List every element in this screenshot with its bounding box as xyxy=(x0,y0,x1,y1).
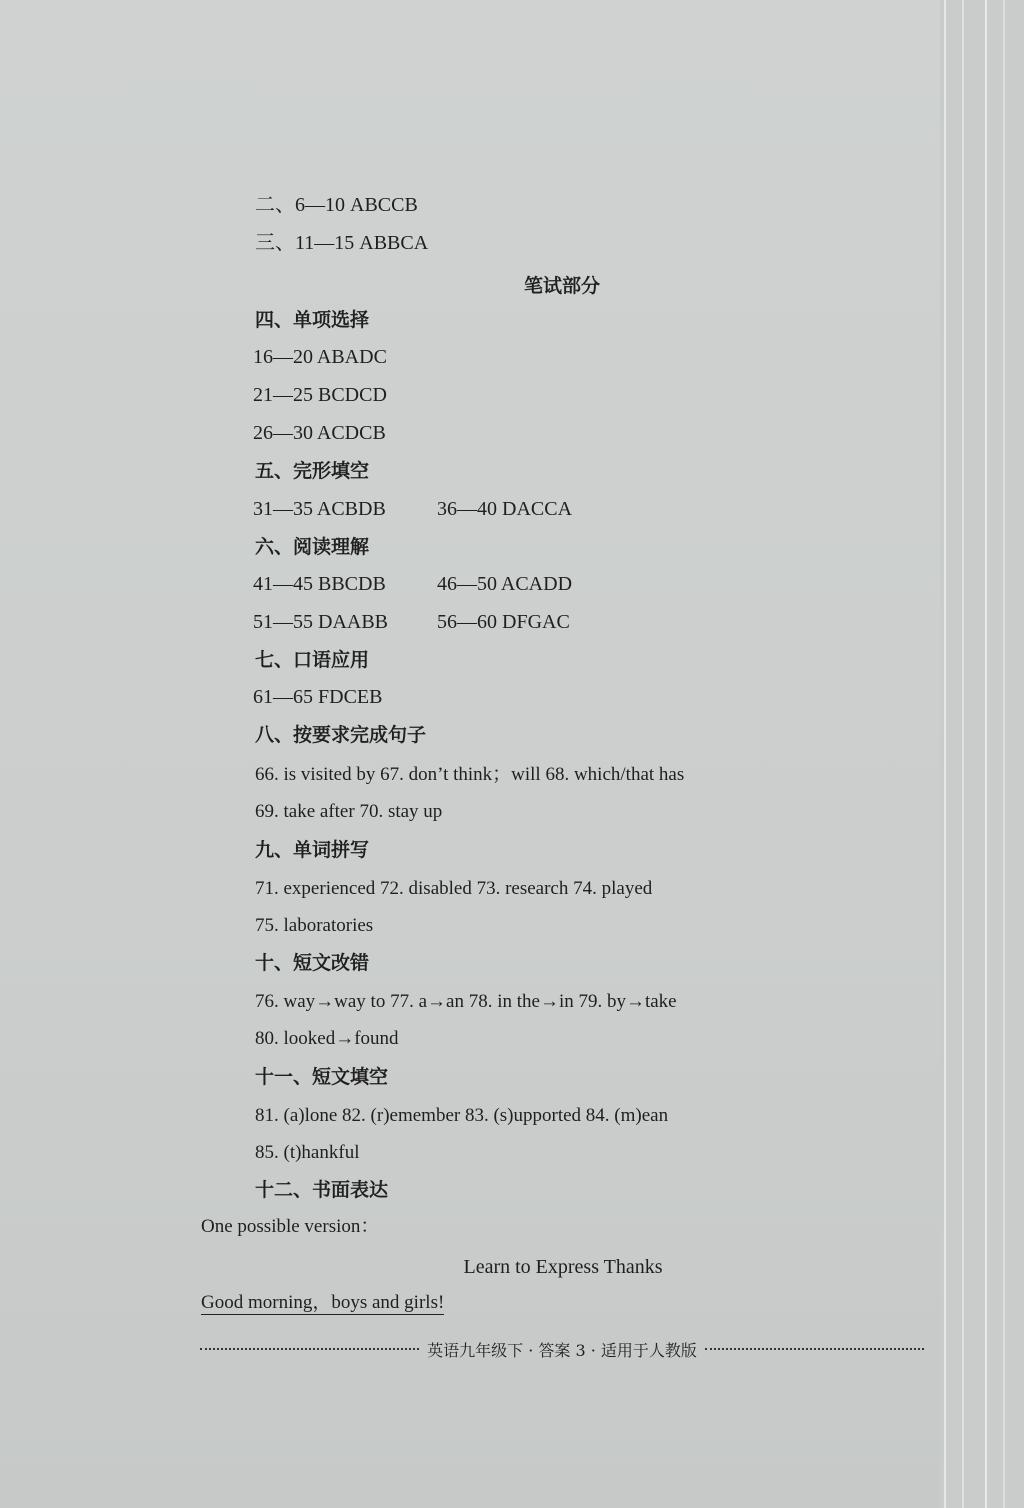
page-edge-3 xyxy=(985,0,987,1508)
section-6-answers-b1: 46—50 ACADD xyxy=(437,573,573,595)
section-11-heading: 十一、短文填空 xyxy=(255,1066,389,1088)
page-edge-1 xyxy=(944,0,946,1508)
section-9-line-1: 71. experienced 72. disabled 73. research 74. played xyxy=(255,878,653,899)
section-8-heading: 八、按要求完成句子 xyxy=(255,724,427,746)
version-label: One possible version： xyxy=(201,1216,380,1237)
section-3-answers: 三、11—15 ABBCA xyxy=(255,232,429,254)
section-7-heading: 七、口语应用 xyxy=(255,649,370,671)
section-5-answers-b: 36—40 DACCA xyxy=(437,498,573,520)
section-10-line-2: 80. looked→found xyxy=(255,1028,399,1049)
section-4-heading: 四、单项选择 xyxy=(255,309,370,331)
section-6-answers-b2: 56—60 DFGAC xyxy=(437,611,570,633)
section-6-answers-a2: 51—55 DAABB xyxy=(253,611,389,633)
section-6-answers-a1: 41—45 BBCDB xyxy=(253,573,386,595)
section-6-heading: 六、阅读理解 xyxy=(255,536,370,558)
section-8-line-1: 66. is visited by 67. don’t think；will 68. which/that has xyxy=(255,764,685,785)
section-9-line-2: 75. laboratories xyxy=(255,915,374,936)
footer-text: 英语九年级下 · 答案 3 · 适用于人教版 xyxy=(427,1340,697,1360)
section-7-answers: 61—65 FDCEB xyxy=(253,686,383,708)
section-12-heading: 十二、书面表达 xyxy=(255,1179,389,1201)
section-2-answers: 二、6—10 ABCCB xyxy=(255,194,418,216)
section-8-line-2: 69. take after 70. stay up xyxy=(255,801,443,822)
section-10-heading: 十、短文改错 xyxy=(255,952,370,974)
essay-first-line xyxy=(201,1291,444,1315)
section-5-heading: 五、完形填空 xyxy=(255,460,370,482)
essay-title: Learn to Express Thanks xyxy=(463,1256,663,1278)
section-5-answers-a: 31—35 ACBDB xyxy=(253,498,386,520)
section-4-line-2: 21—25 BCDCD xyxy=(253,384,387,406)
section-9-heading: 九、单词拼写 xyxy=(255,839,370,861)
section-4-line-1: 16—20 ABADC xyxy=(253,346,387,368)
section-10-line-1: 76. way→way to 77. a→an 78. in the→in 79. by→take xyxy=(255,991,677,1012)
page-footer xyxy=(200,1336,924,1362)
footer-dots-left xyxy=(200,1348,419,1350)
section-4-line-3: 26—30 ACDCB xyxy=(253,422,386,444)
essay-first-line-text: Good morning，boys and girls! xyxy=(201,1292,445,1313)
page-edge-4 xyxy=(1003,0,1005,1508)
footer-dots-right xyxy=(705,1348,924,1350)
section-11-line-1: 81. (a)lone 82. (r)emember 83. (s)upported 84. (m)ean xyxy=(255,1105,669,1126)
written-part-title: 笔试部分 xyxy=(523,275,600,297)
section-11-line-2: 85. (t)hankful xyxy=(255,1142,360,1163)
page-edge-2 xyxy=(962,0,964,1508)
